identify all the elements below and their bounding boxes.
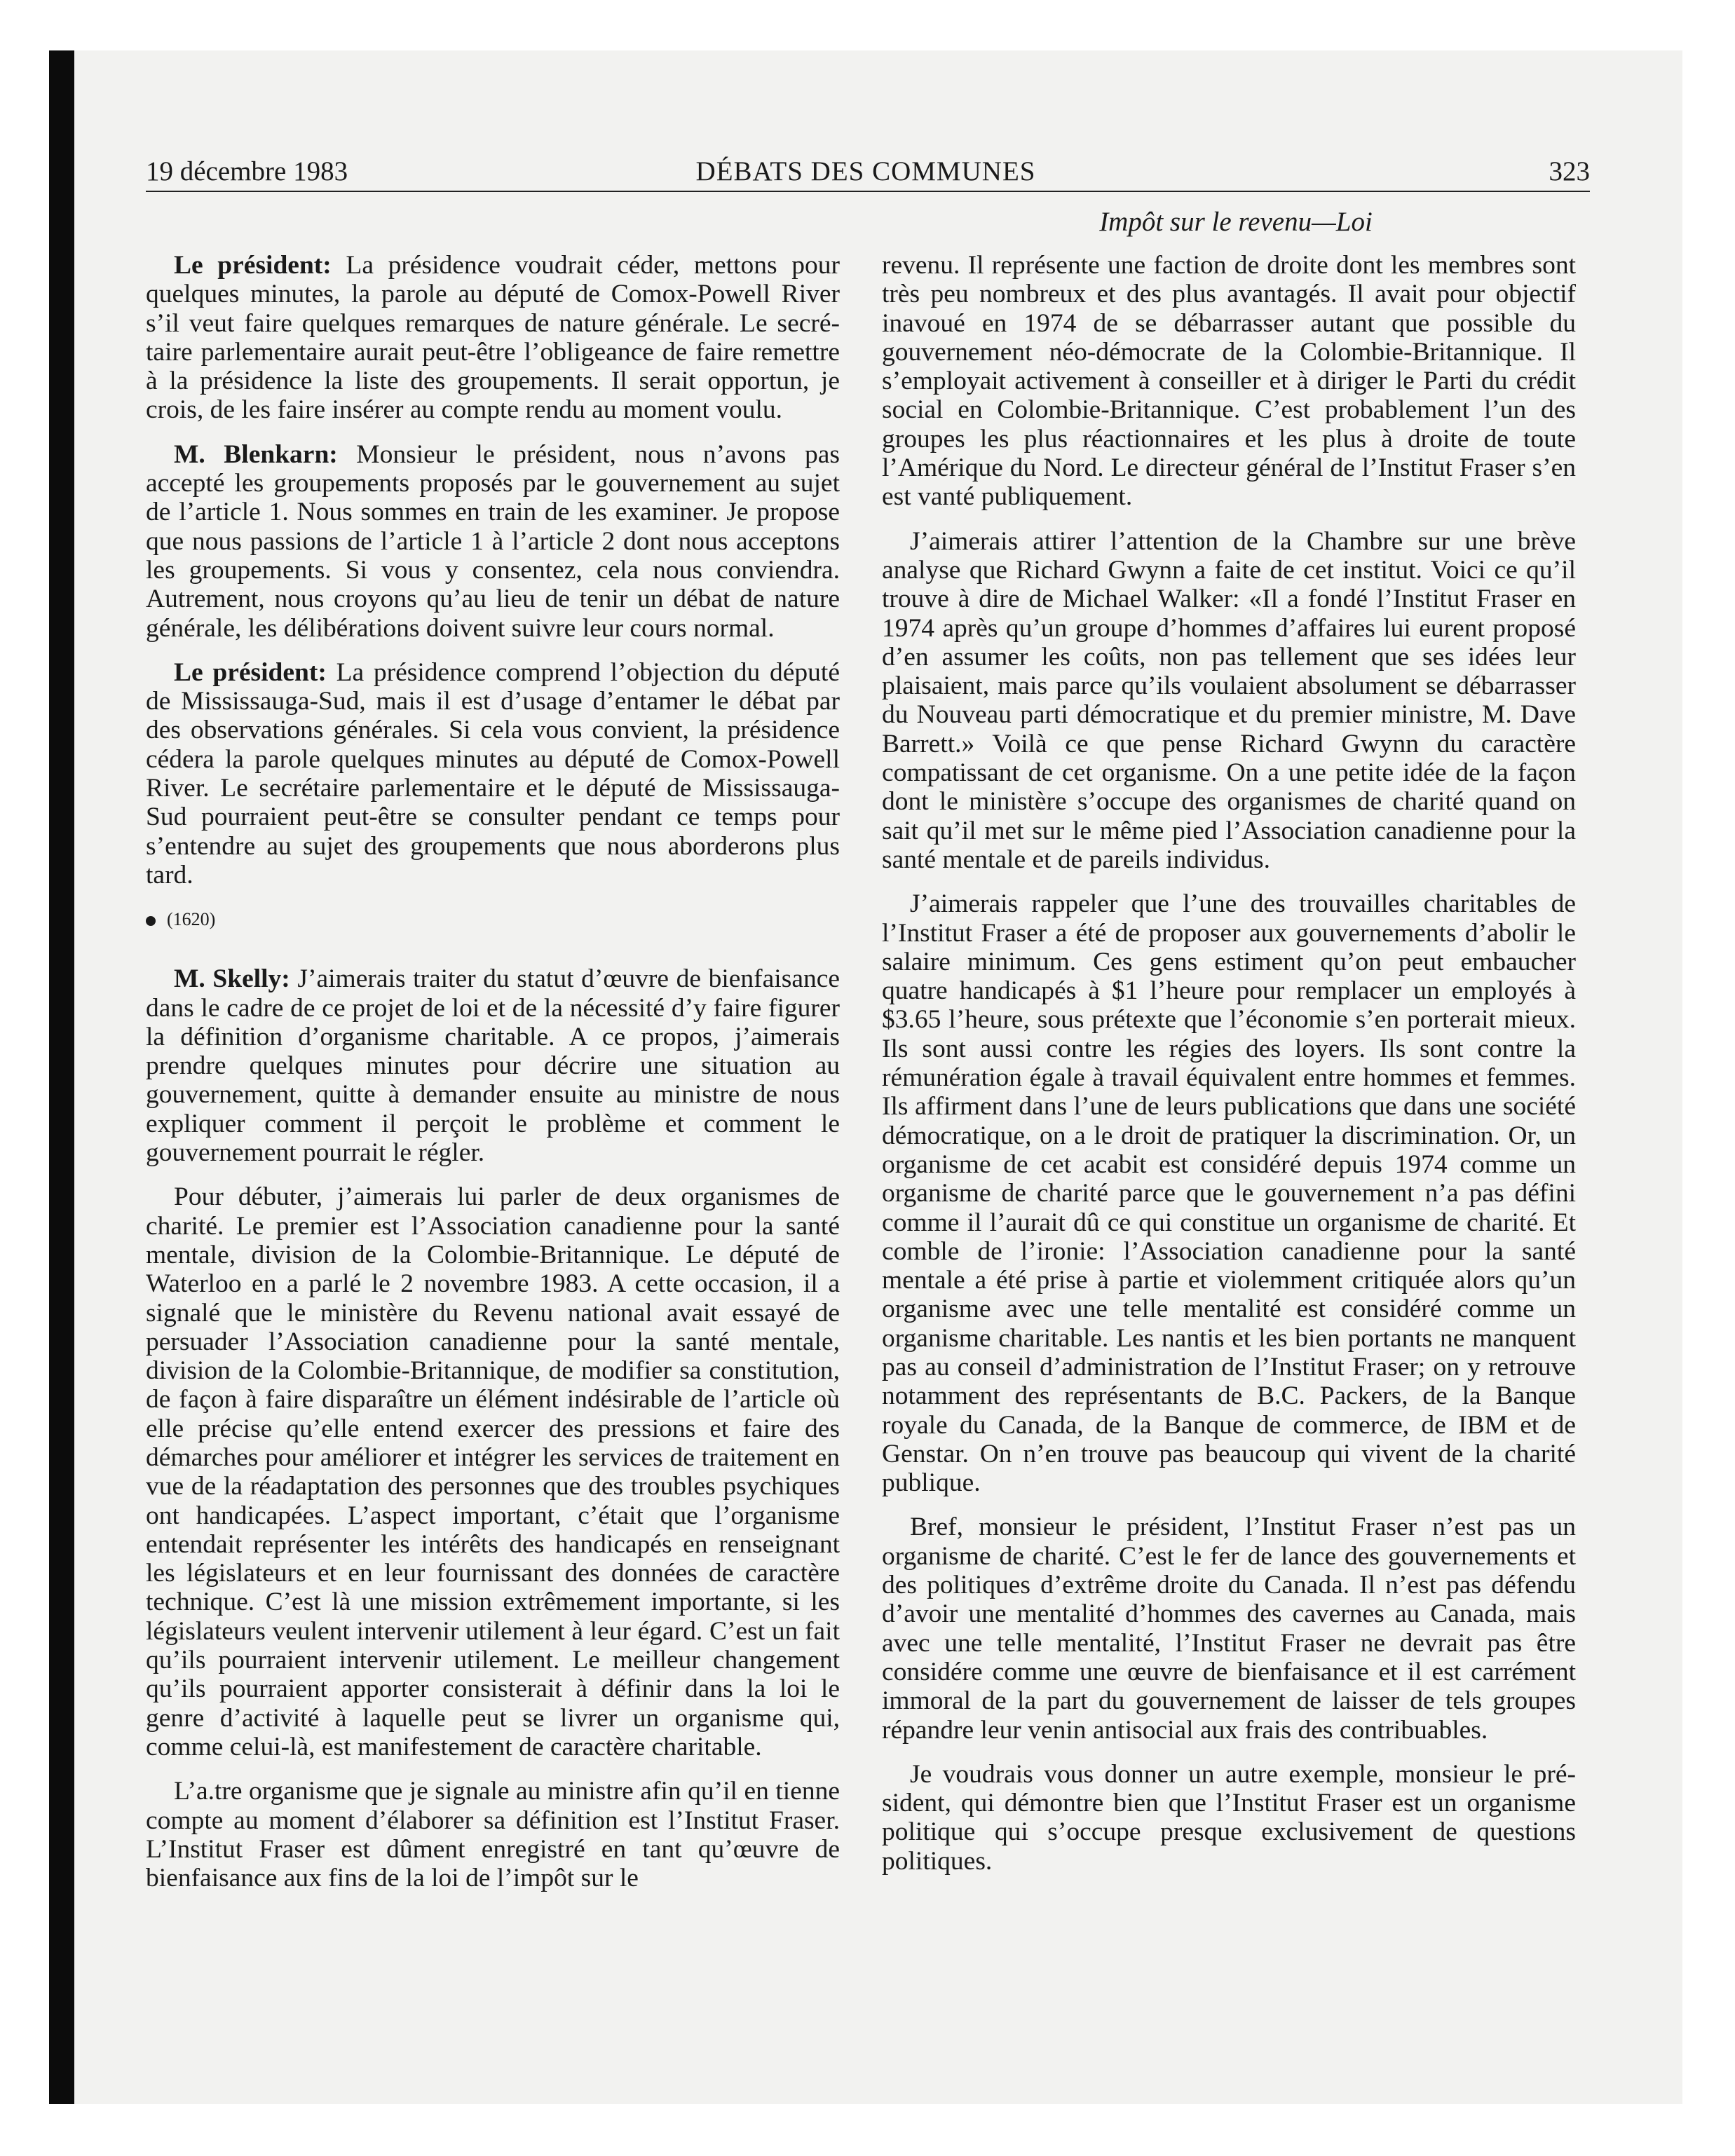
speech-text: Monsieur le président, nous n’avons pas accepté les groupements proposés par le gouvernement au sujet de l’article 1. Nous sommes en train de les examiner. Je propose que nous passions de l’article 1 à l’article 2 dont nous acceptons les groupements. Si vous y consentez, cela nous conviendra. Autrement, nous croyons qu’au lieu de tenir un débat de nature générale, les délibérations doivent suivre leur cours normal. — [146, 439, 840, 643]
paragraph-president-2 — [146, 658, 840, 889]
binding-edge — [49, 50, 74, 2104]
speaker-name: M. Blenkarn: — [174, 439, 338, 469]
time-marker-label: (1620) — [167, 909, 216, 930]
header-date: 19 décembre 1983 — [146, 156, 348, 186]
scanned-page — [49, 50, 1682, 2104]
paragraph-skelly — [146, 964, 840, 1167]
paragraph-blenkarn — [146, 440, 840, 643]
bullet-icon — [146, 916, 156, 926]
header-rule — [146, 191, 1590, 192]
paragraph-skelly-3: L’a.tre organisme que je signale au ministre afin qu’il en tienne compte au moment d’élaborer sa définition est l’Institut Fraser. L’Institut Fraser est dûment enregistré en tant qu’œuvre de bienfaisance aux fins de la loi de l’impôt sur le — [146, 1777, 840, 1893]
page-number: 323 — [1549, 156, 1590, 186]
paragraph-president-1 — [146, 251, 840, 425]
speaker-name: Le président: — [174, 251, 332, 280]
paragraph-gwynn: J’aimerais attirer l’attention de la Chambre sur une brève analyse que Richard Gwynn a faite de cet institut. Voici ce qu’il trouve à dire de Michael Walker: «Il a fondé l’Institut Fraser en 1974 après qu’un groupe d’hommes d’affaires lui eurent proposé d’en assumer les coûts, non pas tellement que ses idées leur plaisaient, mais parce qu’ils voulaient absolument se débarrasser du Nouveau parti démocratique et du premier ministre, M. Dave Barrett.» Voilà ce que pense Richard Gwynn du caractère compatissant de cet organisme. On a une petite idée de la façon dont le ministère s’occupe des organismes de charité quand on sait qu’il met sur le même pied l’Association canadienne pour la santé mentale et de pareils individus. — [882, 526, 1576, 874]
paragraph-example: Je voudrais vous donner un autre exemple, monsieur le président, qui démontre bien que l’Institut Fraser est un organisme politique qui s’occupe presque exclusivement de questions politiques. — [882, 1759, 1576, 1876]
right-column — [882, 251, 1576, 1891]
paragraph-bref: Bref, monsieur le président, l’Institut Fraser n’est pas un organisme de charité. C’est le fer de lance des gouvernements et des politiques d’extrême droite du Canada. Il n’est pas défendu d’avoir une mentalité d’hommes des cavernes au Canada, mais avec une telle mentalité, l’Institut Fraser ne devrait pas être considére comme une œuvre de bienfaisance et il est carrément immoral de la part du gouvernement de laisser de tels groupes répandre leur venin antisocial aux frais des contribuables. — [882, 1513, 1576, 1745]
paragraph-continued: revenu. Il représente une faction de droite dont les membres sont très peu nombreux et des plus avantagés. Il avait pour objectif inavoué en 1974 de se débarrasser autant que possible du gouvernement néo-démocrate de la Colombie-Britannique. Il s’employait activement à conseiller et à diriger le Parti du crédit social en Colombie-Britannique. C’est probablement l’un des groupes les plus réactionnaires et les plus à droite de toute l’Amérique du Nord. Le directeur général de l’Institut Fraser s’en est vanté publiquement. — [882, 251, 1576, 512]
speaker-name: M. Skelly: — [174, 964, 290, 994]
speech-text: La présidence voudrait céder, mettons pour quelques minutes, la parole au député de Comox-Powell River s’il veut faire quelques remarques de nature générale. Le secrétaire parlementaire aurait peut-être l’obligeance de faire remettre à la présidence la liste des groupements. Il serait opportun, je crois, de les faire insérer au compte rendu au moment voulu. — [146, 251, 841, 425]
section-subject: Impôt sur le revenu—Loi — [1099, 207, 1373, 237]
paragraph-skelly-2: Pour débuter, j’aimerais lui parler de deux organismes de charité. Le premier est l’Association canadienne pour la santé mentale, division de la Colombie-Britannique. Le député de Waterloo en a parlé le 2 novembre 1983. A cette occasion, il a signalé que le ministère du Revenu national avait essayé de persuader l’Association canadienne pour la santé mentale, division de la Colombie-Britannique, de modifier sa constitution, de façon à faire disparaître un élément indésirable de l’article où elle précise qu’elle entend exercer des pressions et faire des démarches pour améliorer et intégrer les services de traitement en vue de la réadaptation des personnes que des troubles psychiques ont handicapées. L’aspect important, c’était que l’organisme entendait représenter les intérêts des handicapés en renseignant les législateurs et en leur fournissant des données de caractère technique. C’est là une mission extrêmement importante, si les législateurs veulent intervenir utilement à leur égard. C’est un fait qu’ils pourraient intervenir utilement. Le meilleur changement qu’ils pourraient apporter consisterait à définir dans la loi le genre d’activité à laquelle peut se livrer un organisme qui, comme celui-là, est manifestement de caractère charitable. — [146, 1182, 840, 1761]
time-marker — [146, 905, 840, 934]
speech-text: La présidence comprend l’objection du député de Mississauga-Sud, mais il est d’usage d’entamer le débat par des observations générales. Si cela vous convient, la présidence cédera la parole quelques minutes au député de Comox-Powell River. Le secrétaire parlementaire et le député de Mississauga-Sud pourraient peut-être se consulter pendant ce temps pour s’entendre au sujet des groupements que nous aborderons plus tard. — [146, 657, 840, 889]
paragraph-minimum-wage: J’aimerais rappeler que l’une des trouvailles charitables de l’Institut Fraser a été de proposer aux gouvernements d’abolir le salaire minimum. Ces gens estiment qu’on peut embaucher quatre handicapés à $1 l’heure pour remplacer un employés à $3.65 l’heure, sous prétexte que l’économie s’en porterait mieux. Ils sont aussi contre les régies des loyers. Ils sont contre la rémunération égale à travail équivalent entre hommes et femmes. Ils affirment dans l’une de leurs publications que dans une société démocratique, on a le droit de pratiquer la discrimination. Or, un organisme de cet acabit est considéré depuis 1974 comme un organisme de charité parce que le gouvernement n’a pas défini comme il l’aurait dû ce qui constitue un organisme de charité. Et comble de l’ironie: l’Association canadienne pour la santé mentale a été prise à partie et violemment critiquée alors qu’un organisme avec une telle mentalité est considéré comme un organisme charitable. Les nantis et les bien portants ne manquent pas au conseil d’administration de l’Institut Fraser; on y retrouve notamment des représentants de B.C. Packers, de la Banque royale du Canada, de la Banque de commerce, de IBM et de Genstar. On n’en trouve pas beaucoup qui vivent de la charité publique. — [882, 889, 1576, 1498]
left-column — [146, 251, 840, 1908]
speaker-name: Le président: — [174, 657, 327, 687]
header-title: DÉBATS DES COMMUNES — [695, 156, 1036, 186]
speech-text: J’aimerais traiter du statut d’œuvre de bienfaisance dans le cadre de ce projet de loi et de la nécessité d’y faire figurer la définition d’organisme charitable. A ce propos, j’aimerais prendre quelques minutes pour décrire une situation au gouvernement, quitte à demander ensuite au ministre de nous expliquer comment il perçoit le problème et comment le gouvernement pourrait le régler. — [146, 964, 840, 1168]
